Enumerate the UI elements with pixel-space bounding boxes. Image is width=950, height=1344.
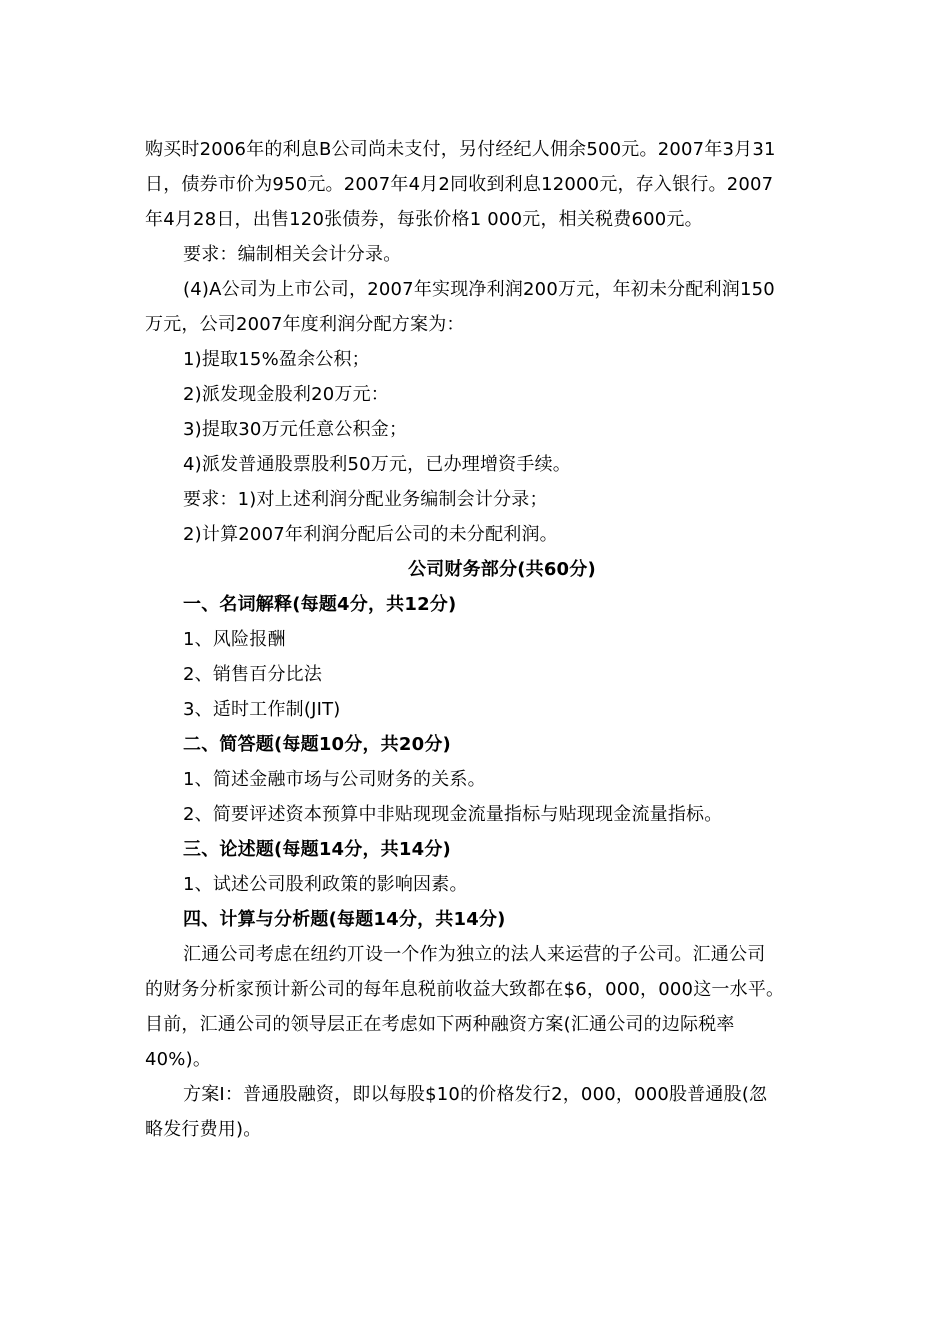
text-line: (4)A公司为上市公司，2007年实现净利润200万元，年初未分配利润150 [183,279,775,300]
text-line: 4)派发普通股票股利50万元，已办理增资手续。 [183,454,571,475]
text-line: 日，债券市价为950元。2007年4月2同收到利息12000元，存入银行。2007 [145,174,774,195]
section-heading: 二、简答题(每题10分，共20分) [183,734,451,755]
section-title: 公司财务部分(共60分) [408,559,596,580]
text-line: 年4月28日，出售120张债券，每张价格1 000元，相关税费600元。 [145,209,703,230]
text-line: 要求：编制相关会计分录。 [183,244,402,265]
section-heading: 三、论述题(每题14分，共14分) [183,839,451,860]
text-line: 要求：1)对上述利润分配业务编制会计分录； [183,489,548,510]
text-line: 1)提取15%盈余公积； [183,349,370,370]
text-line: 方案I：普通股融资，即以每股$10的价格发行2，000，000股普通股(忽 [183,1084,768,1105]
text-line: 2)派发现金股利20万元： [183,384,389,405]
text-line: 略发行费用)。 [145,1119,262,1140]
text-line: 3)提取30万元任意公积金； [183,419,408,440]
text-line: 万元，公司2007年度利润分配方案为： [145,314,465,335]
question-item: 1、试述公司股利政策的影响因素。 [183,874,468,895]
text-line: 目前，汇通公司的领导层正在考虑如下两种融资方案(汇通公司的边际税率 [145,1014,735,1035]
text-line: 40%)。 [145,1049,212,1070]
text-line: 的财务分析家预计新公司的每年息税前收益大致都在$6，000，000这一水平。 [145,979,785,1000]
text-line: 汇通公司考虑在纽约丌设一个作为独立的法人来运营的子公司。汇通公司 [183,944,766,965]
text-line: 购买时2006年的利息B公司尚未支付，另付经纪人佣余500元。2007年3月31 [145,139,776,160]
question-item: 3、适时工作制(JIT) [183,699,341,720]
section-heading: 四、计算与分析题(每题14分，共14分) [183,909,506,930]
question-item: 1、简述金融市场与公司财务的关系。 [183,769,486,790]
question-item: 2、简要评述资本预算中非贴现现金流量指标与贴现现金流量指标。 [183,804,723,825]
question-item: 1、风险报酬 [183,629,286,650]
text-line: 2)计算2007年利润分配后公司的未分配利润。 [183,524,558,545]
section-heading: 一、名词解释(每题4分，共12分) [183,594,457,615]
question-item: 2、销售百分比法 [183,664,323,685]
